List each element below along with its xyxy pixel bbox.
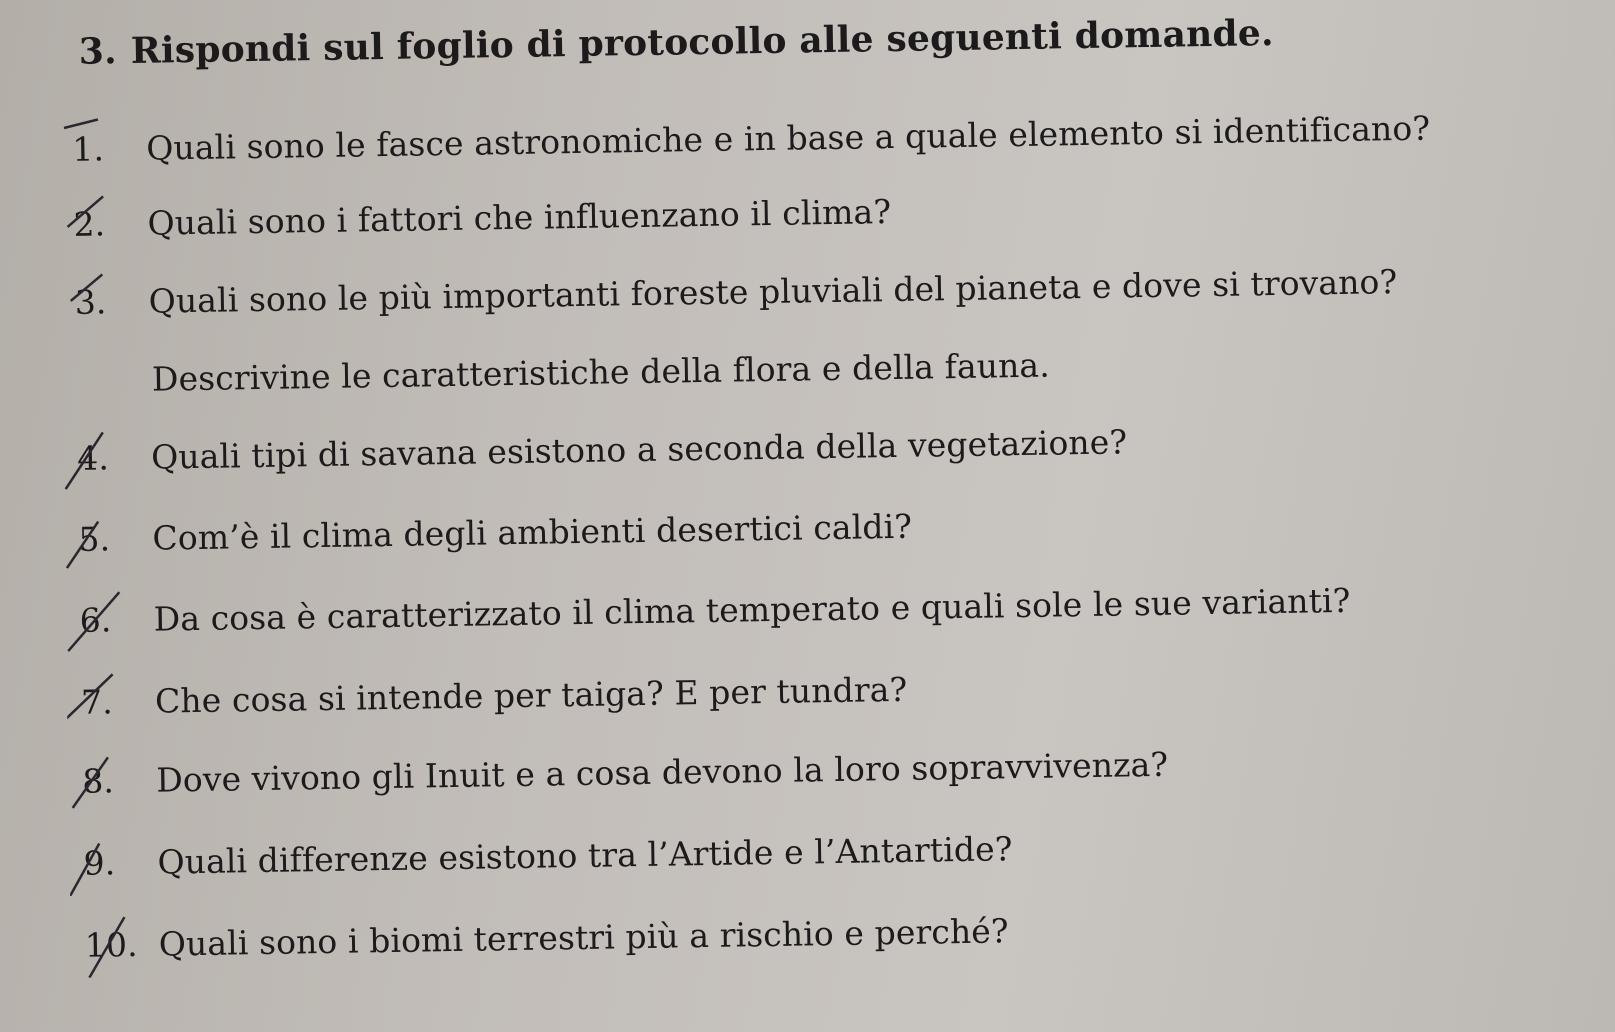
question-text: Quali sono le più importanti foreste pluviali del pianeta e dove si trovano? [148, 262, 1398, 321]
question-number: 5. [78, 519, 153, 559]
question-text: Quali sono i biomi terrestri più a rischio e perché? [158, 911, 1009, 964]
question-8 [82, 745, 1168, 801]
question-text: Che cosa si intende per taiga? E per tundra? [154, 669, 908, 721]
question-1 [72, 109, 1430, 169]
question-text: Quali differenze esistono tra l’Artide e l’Antartide? [157, 829, 1013, 882]
question-number: 7. [81, 682, 156, 722]
question-number: 10. [85, 925, 160, 965]
question-number: 8. [82, 761, 157, 801]
question-3-continuation [152, 346, 1050, 399]
question-9 [83, 829, 1013, 883]
question-number: 9. [83, 843, 158, 883]
question-text: Quali sono i fattori che influenzano il clima? [147, 192, 892, 243]
question-text: Quali sono le fasce astronomiche e in base a quale elemento si identificano? [146, 108, 1431, 168]
exercise-heading [78, 12, 1273, 73]
question-text: Dove vivono gli Inuit e a cosa devono la loro sopravvivenza? [155, 744, 1169, 800]
question-text: Descrivine le caratteristiche della flora e della fauna. [151, 345, 1051, 399]
exercise-instruction: Rispondi sul foglio di protocollo alle seguenti domande. [130, 12, 1274, 72]
question-2 [73, 192, 891, 244]
question-number: 2. [73, 204, 148, 244]
question-3 [74, 262, 1397, 322]
question-text: Da cosa è caratterizzato il clima temperato e quali sole le sue varianti? [153, 580, 1351, 639]
question-7 [81, 670, 908, 722]
exercise-number: 3. [78, 30, 118, 73]
question-number: 3. [74, 282, 149, 322]
question-number: 6. [79, 600, 154, 640]
question-number: 1. [72, 129, 147, 169]
question-4 [77, 422, 1128, 477]
question-10 [85, 911, 1009, 965]
question-text: Com’è il clima degli ambienti desertici caldi? [152, 506, 913, 558]
question-text: Quali tipi di savana esistono a seconda della vegetazione? [150, 422, 1128, 477]
question-number: 4. [77, 438, 152, 478]
question-5 [78, 507, 912, 559]
question-6 [79, 581, 1350, 640]
